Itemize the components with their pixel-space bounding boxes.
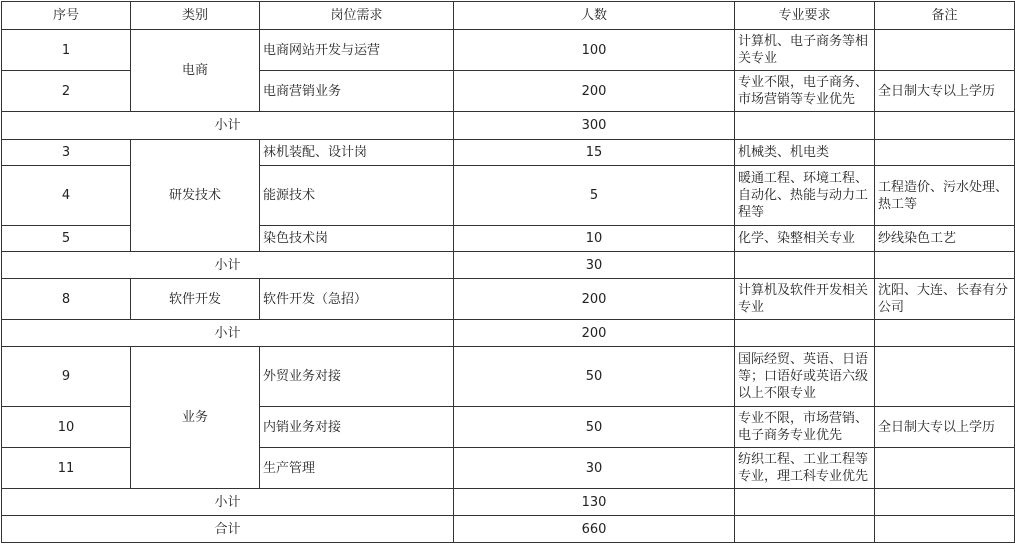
subtotal-row	[2, 112, 1015, 140]
header-cell-note: 备注	[875, 2, 1015, 30]
row-no: 8	[2, 279, 131, 320]
row-no: 4	[2, 166, 131, 226]
subtotal-value: 130	[454, 489, 735, 516]
position-cell: 电商网站开发与运营	[260, 30, 454, 71]
table-row	[2, 140, 1015, 166]
header-row	[2, 2, 1015, 30]
position-cell: 软件开发（急招）	[260, 279, 454, 320]
position-cell: 外贸业务对接	[260, 347, 454, 407]
note-cell: 纱线染色工艺	[875, 226, 1015, 252]
count-cell: 200	[454, 279, 735, 320]
position-cell: 袜机装配、设计岗	[260, 140, 454, 166]
header-cell-no: 序号	[2, 2, 131, 30]
total-value: 660	[454, 516, 735, 543]
position-cell: 内销业务对接	[260, 407, 454, 448]
row-no: 11	[2, 448, 131, 489]
category-cell: 软件开发	[131, 279, 260, 320]
note-cell	[875, 140, 1015, 166]
note-cell	[875, 347, 1015, 407]
category-cell: 研发技术	[131, 140, 260, 252]
recruitment-table	[1, 1, 1015, 543]
count-cell: 30	[454, 448, 735, 489]
category-cell: 业务	[131, 347, 260, 489]
subtotal-label: 小计	[2, 252, 454, 279]
subtotal-value: 30	[454, 252, 735, 279]
total-label: 合计	[2, 516, 454, 543]
header-cell-count: 人数	[454, 2, 735, 30]
note-cell	[875, 30, 1015, 71]
count-cell: 50	[454, 347, 735, 407]
count-cell: 10	[454, 226, 735, 252]
major-cell: 国际经贸、英语、日语等；口语好或英语六级以上不限专业	[735, 347, 875, 407]
table-row	[2, 30, 1015, 71]
header-cell-category: 类别	[131, 2, 260, 30]
row-no: 5	[2, 226, 131, 252]
row-no: 1	[2, 30, 131, 71]
major-cell: 暖通工程、环境工程、自动化、热能与动力工程等	[735, 166, 875, 226]
subtotal-value: 200	[454, 320, 735, 347]
subtotal-row	[2, 252, 1015, 279]
subtotal-row	[2, 489, 1015, 516]
category-cell: 电商	[131, 30, 260, 112]
table-row	[2, 347, 1015, 407]
position-cell: 生产管理	[260, 448, 454, 489]
count-cell: 15	[454, 140, 735, 166]
subtotal-label: 小计	[2, 489, 454, 516]
header-cell-major: 专业要求	[735, 2, 875, 30]
position-cell: 染色技术岗	[260, 226, 454, 252]
count-cell: 5	[454, 166, 735, 226]
major-cell: 化学、染整相关专业	[735, 226, 875, 252]
subtotal-row	[2, 320, 1015, 347]
count-cell: 100	[454, 30, 735, 71]
major-cell: 计算机、电子商务等相关专业	[735, 30, 875, 71]
count-cell: 50	[454, 407, 735, 448]
position-cell: 能源技术	[260, 166, 454, 226]
subtotal-label: 小计	[2, 112, 454, 140]
major-cell: 机械类、机电类	[735, 140, 875, 166]
count-cell: 200	[454, 71, 735, 112]
total-row	[2, 516, 1015, 543]
table-row	[2, 279, 1015, 320]
major-cell: 计算机及软件开发相关专业	[735, 279, 875, 320]
major-cell: 纺织工程、工业工程等专业，理工科专业优先	[735, 448, 875, 489]
major-cell: 专业不限，市场营销、电子商务专业优先	[735, 407, 875, 448]
note-cell: 工程造价、污水处理、热工等	[875, 166, 1015, 226]
note-cell: 全日制大专以上学历	[875, 407, 1015, 448]
row-no: 3	[2, 140, 131, 166]
row-no: 9	[2, 347, 131, 407]
row-no: 10	[2, 407, 131, 448]
note-cell: 沈阳、大连、长春有分公司	[875, 279, 1015, 320]
major-cell: 专业不限，电子商务、市场营销等专业优先	[735, 71, 875, 112]
subtotal-label: 小计	[2, 320, 454, 347]
position-cell: 电商营销业务	[260, 71, 454, 112]
header-cell-position: 岗位需求	[260, 2, 454, 30]
subtotal-value: 300	[454, 112, 735, 140]
note-cell: 全日制大专以上学历	[875, 71, 1015, 112]
row-no: 2	[2, 71, 131, 112]
note-cell	[875, 448, 1015, 489]
